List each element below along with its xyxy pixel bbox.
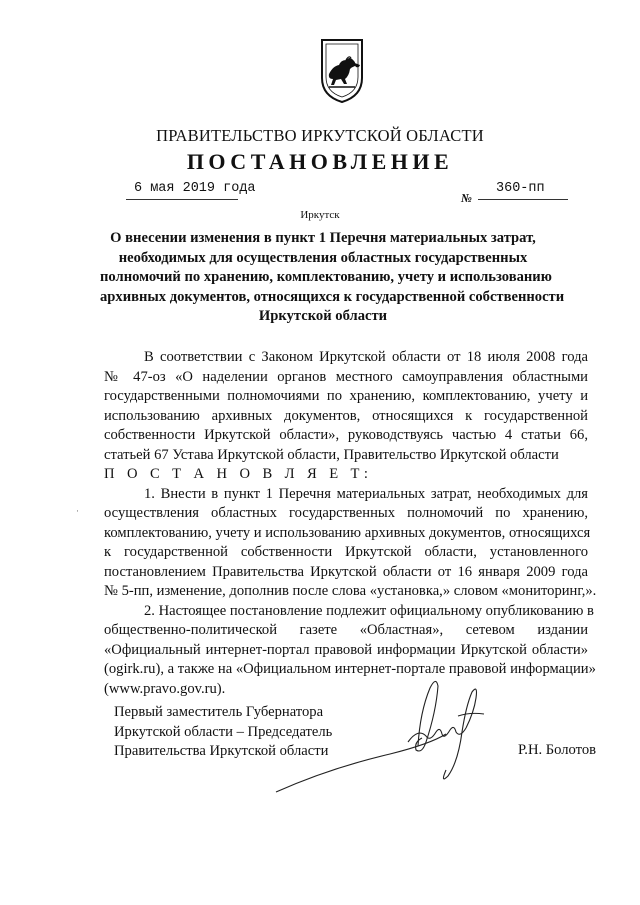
body-line: (ogirk.ru), а также на «Официальном интернет-портале правовой информации»	[104, 661, 596, 677]
signatory-name: Р.Н. Болотов	[518, 742, 597, 758]
document-body	[104, 348, 597, 699]
signatory-position-line: Иркутской области – Председатель	[114, 723, 333, 740]
body-line: № 5-пп, изменение, дополнив после слова «установка,» словом «мониторинг,».	[104, 583, 597, 599]
body-line: постановлением Правительства Иркутской области от 16 января 2009 года	[104, 563, 588, 580]
body-line: В соответствии с Законом Иркутской области от 18 июля 2008 года	[144, 349, 588, 365]
body-line: статьей 67 Устава Иркутской области, Правительство Иркутской области	[104, 446, 559, 463]
body-line: использованию архивных документов, относящихся к государственной	[104, 407, 588, 424]
heading-line: О внесении изменения в пункт 1 Перечня материальных затрат,	[110, 230, 536, 246]
number-sign: №	[461, 191, 472, 205]
heading-line: архивных документов, относящихся к государственной собственности	[100, 288, 565, 305]
body-line: собственности Иркутской области», руководствуясь частью 4 статьи 66,	[104, 427, 588, 443]
date-underline	[126, 199, 238, 200]
body-line: комплектованию, учету и использованию архивных документов, относящихся	[104, 524, 591, 541]
document-number: 360-пп	[496, 181, 545, 196]
resolution-word: П О С Т А Н О В Л Я Е Т:	[104, 466, 373, 482]
handwritten-signature	[270, 672, 500, 797]
body-line: 1. Внести в пункт 1 Перечня материальных затрат, необходимых для	[144, 485, 588, 502]
document-type-title: ПОСТАНОВЛЕНИЕ	[186, 149, 454, 174]
signatory-position-line: Правительства Иркутской области	[114, 743, 329, 759]
heading-line: необходимых для осуществления областных государственных	[118, 249, 528, 266]
body-line: 2. Настоящее постановление подлежит официальному опубликованию в	[144, 602, 594, 619]
government-name: ПРАВИТЕЛЬСТВО ИРКУТСКОЙ ОБЛАСТИ	[156, 126, 484, 145]
body-line: общественно-политической газете «Областная», сетевом издании	[104, 622, 588, 638]
margin-dot: ·	[76, 506, 79, 516]
body-line: осуществления областных государственных полномочий по хранению,	[104, 505, 588, 521]
body-line: «Официальный интернет-портал правовой информации Иркутской области»	[104, 641, 588, 658]
document-heading	[100, 229, 565, 327]
number-underline	[478, 199, 568, 200]
body-line: (www.pravo.gov.ru).	[104, 680, 226, 697]
body-line: № 47-оз «О наделении органов местного самоуправления областными	[104, 368, 588, 385]
heading-line: Иркутской области	[258, 308, 388, 325]
document-date: 6 мая 2019 года	[134, 181, 256, 196]
signatory-position-line: Первый заместитель Губернатора	[114, 704, 324, 720]
body-line: к государственной собственности Иркутской области, установленного	[104, 544, 588, 560]
heading-line: полномочий по хранению, комплектованию, учету и использованию	[100, 269, 552, 286]
body-line: государственными полномочиями по хранению, комплектованию, учету и	[104, 388, 588, 404]
coat-of-arms-icon	[319, 38, 365, 104]
city-name: Иркутск	[300, 209, 340, 221]
